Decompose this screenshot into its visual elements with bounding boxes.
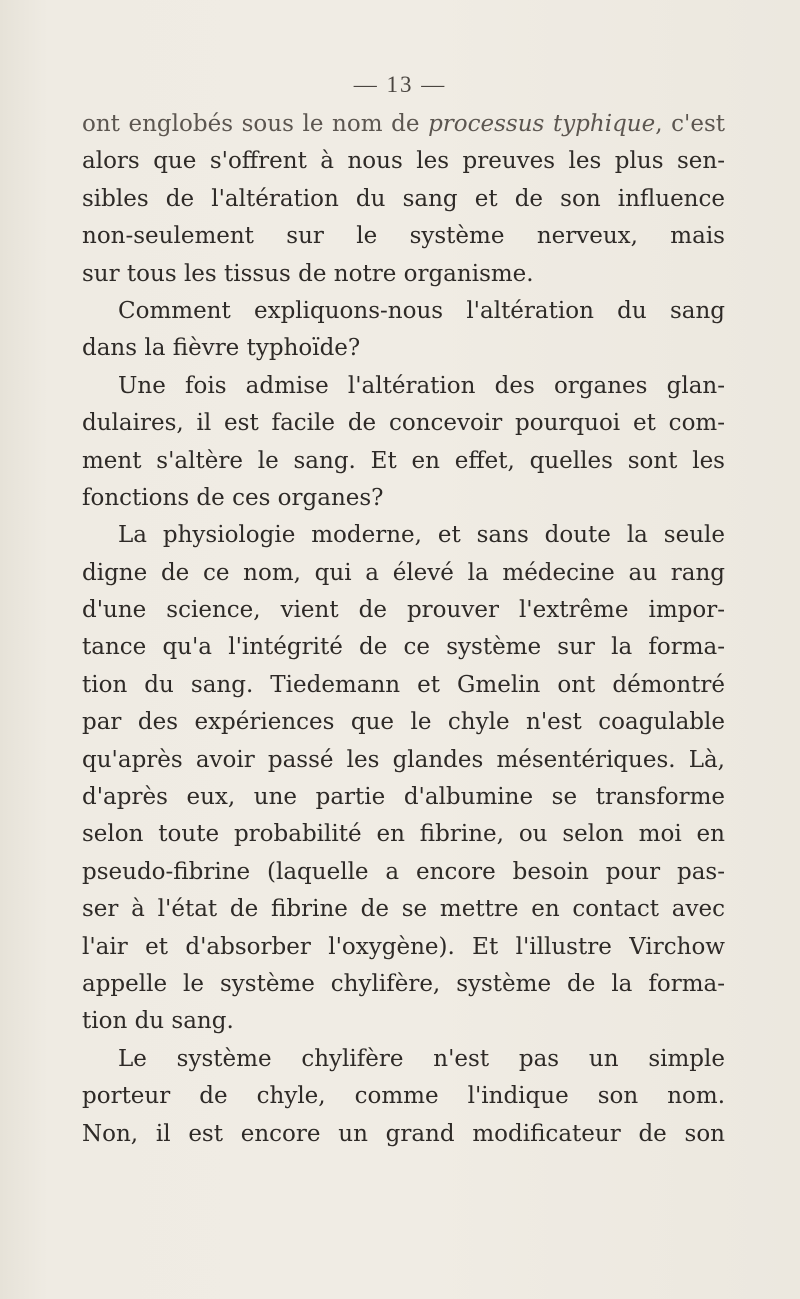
text-line: par des expériences que le chyle n'est coagulable bbox=[82, 709, 725, 736]
text-line: ment s'altère le sang. Et en effet, quelles sont les bbox=[82, 447, 725, 474]
text-line bbox=[82, 106, 725, 143]
text-line: non-seulement sur le système nerveux, mais bbox=[82, 223, 725, 250]
text-line: sibles de l'altération du sang et de son influence bbox=[82, 185, 725, 212]
text-line: l'air et d'absorber l'oxygène). Et l'illustre Virchow bbox=[82, 933, 725, 960]
text-line: d'après eux, une partie d'albumine se transforme bbox=[82, 784, 725, 811]
text-line: selon toute probabilité en fibrine, ou selon moi en bbox=[82, 821, 725, 848]
text-line: dulaires, il est facile de concevoir pourquoi et com- bbox=[82, 410, 725, 437]
text-line: Comment expliquons-nous l'altération du sang bbox=[118, 297, 725, 324]
italic-term: processus typhique bbox=[428, 111, 656, 137]
text-line: tance qu'a l'intégrité de ce système sur la forma- bbox=[82, 634, 725, 661]
text-segment: , c'est bbox=[655, 111, 726, 137]
text-line: qu'après avoir passé les glandes mésentériques. Là, bbox=[82, 746, 725, 773]
text-line: Le système chylifère n'est pas un simple bbox=[118, 1045, 725, 1072]
text-line: fonctions de ces organes? bbox=[82, 484, 384, 511]
text-line: alors que s'offrent à nous les preuves les plus sen- bbox=[82, 148, 725, 175]
body-text bbox=[82, 106, 725, 1153]
text-line: tion du sang. Tiedemann et Gmelin ont démontré bbox=[82, 671, 725, 698]
text-line: porteur de chyle, comme l'indique son nom. bbox=[82, 1083, 725, 1110]
text-line: La physiologie moderne, et sans doute la seule bbox=[118, 522, 725, 549]
text-line: d'une science, vient de prouver l'extrême impor- bbox=[82, 597, 725, 624]
page-number: — 13 — bbox=[353, 72, 447, 97]
text-segment: ont englobés sous le nom de bbox=[82, 111, 429, 137]
text-line: sur tous les tissus de notre organisme. bbox=[82, 260, 534, 287]
text-line: Non, il est encore un grand modificateur de son bbox=[82, 1120, 725, 1147]
text-line: pseudo-fibrine (laquelle a encore besoin pour pas- bbox=[82, 858, 725, 885]
text-line: ser à l'état de fibrine de se mettre en contact avec bbox=[82, 896, 725, 923]
text-line: tion du sang. bbox=[82, 1008, 234, 1035]
text-line: Une fois admise l'altération des organes glan- bbox=[118, 372, 725, 399]
text-line: appelle le système chylifère, système de la forma- bbox=[82, 970, 725, 997]
text-line: digne de ce nom, qui a élevé la médecine au rang bbox=[82, 559, 725, 586]
text-line: dans la fièvre typhoïde? bbox=[82, 335, 361, 362]
